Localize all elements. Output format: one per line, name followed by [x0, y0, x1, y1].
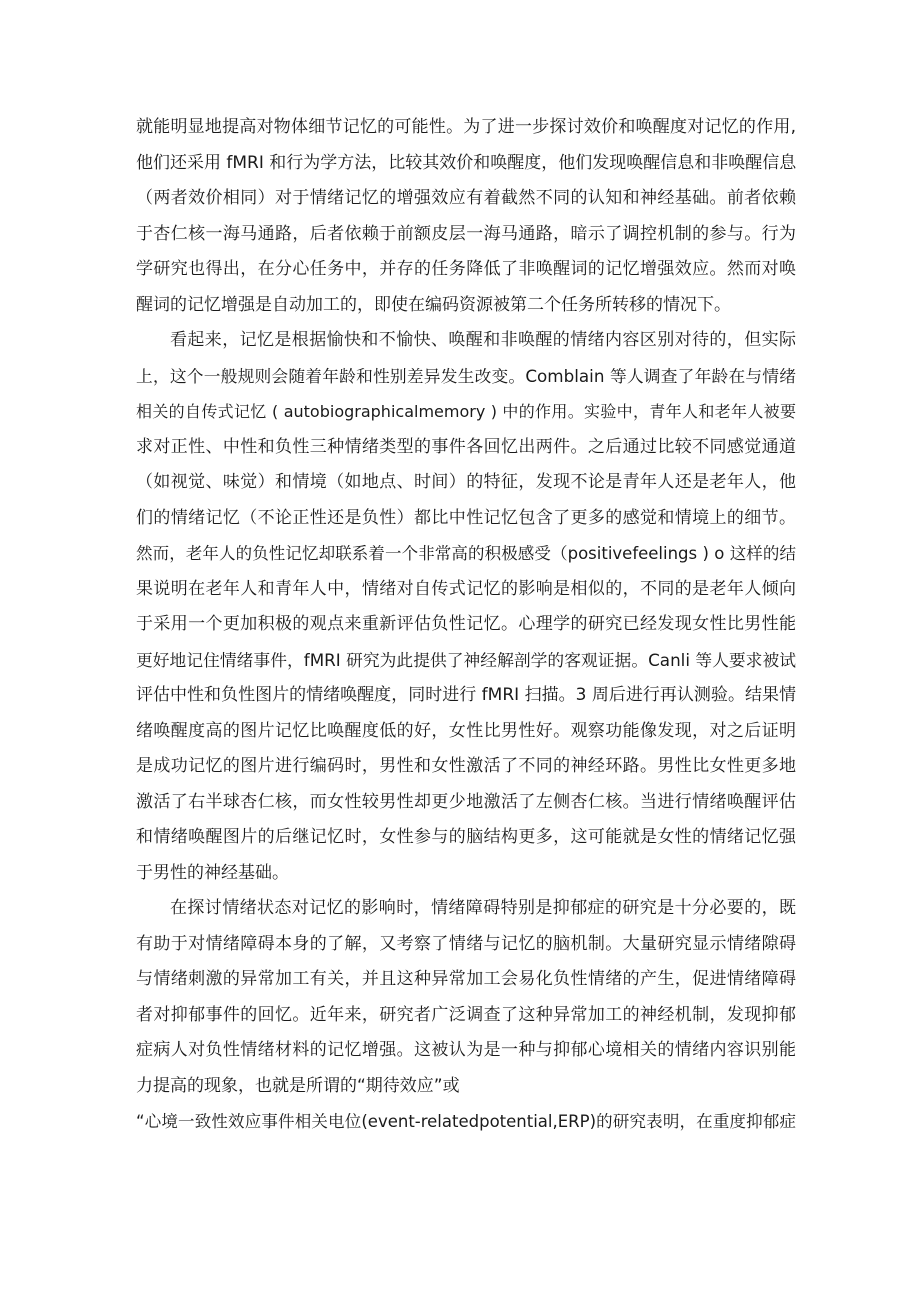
text-line: 就能明显地提高对物体细节记忆的可能性。为了进一步探讨效价和唤醒度对记忆的作用,: [136, 117, 796, 137]
text-line: 在探讨情绪状态对记忆的影响时，情绪障碍特别是抑郁症的研究是十分必要的，既: [170, 898, 796, 918]
text-line: 看起来，记忆是根据愉快和不愉快、唤醒和非唤醒的情绪内容区别对待的，但实际: [170, 330, 796, 350]
text-line: 上，这个一般规则会随着年龄和性别差异发生改变。Comblain 等人调查了年龄在与情绪: [136, 365, 796, 386]
text-line: 与情绪刺激的异常加工有关，并且这种异常加工会易化负性情绪的产生，促进情绪障碍: [136, 969, 796, 989]
text-line: “心境一致性效应事件相关电位(event-relatedpotential,ERP)的研究表明，在重度抑郁症: [136, 1112, 796, 1131]
text-line: 是成功记忆的图片进行编码时，男性和女性激活了不同的神经环路。男性比女性更多地: [136, 756, 796, 776]
text-line: 和情绪唤醒图片的后继记忆时，女性参与的脑结构更多，这可能就是女性的情绪记忆强: [136, 827, 796, 847]
text-line: （如视觉、味觉）和情境（如地点、时间）的特征，发现不论是青年人还是老年人，他: [136, 472, 796, 492]
text-line: （两者效价相同）对于情绪记忆的增强效应有着截然不同的认知和神经基础。前者依赖: [136, 188, 796, 208]
text-line: 症病人对负性情绪材料的记忆增强。这被认为是一种与抑郁心境相关的情绪内容识别能: [136, 1040, 796, 1060]
text-line: 于男性的神经基础。: [136, 862, 289, 883]
text-line: 激活了右半球杏仁核，而女性较男性却更少地激活了左侧杏仁核。当进行情绪唤醒评估: [136, 791, 796, 812]
text-line: 学研究也得出，在分心任务中，并存的任务降低了非唤醒词的记忆增强效应。然而对唤: [136, 259, 796, 279]
text-line: 于采用一个更加积极的观点来重新评估负性记忆。心理学的研究已经发现女性比男性能: [136, 614, 796, 634]
text-line: 果说明在老年人和青年人中，情绪对自传式记忆的影响是相似的，不同的是老年人倾向: [136, 578, 796, 599]
text-line: 于杏仁核一海马通路，后者依赖于前额皮层一海马通路，暗示了调控机制的参与。行为: [136, 223, 796, 244]
text-line: 求对正性、中性和负性三种情绪类型的事件各回忆出两件。之后通过比较不同感觉通道: [136, 436, 796, 457]
text-line: 们的情绪记忆（不论正性还是负性）都比中性记忆包含了更多的感觉和情境上的细节。: [136, 507, 796, 528]
body-text: [136, 110, 796, 1140]
text-line: 者对抑郁事件的回忆。近年来，研究者广泛调查了这种异常加工的神经机制，发现抑郁: [136, 1004, 796, 1025]
text-line: 有助于对情绪障碍本身的了解，又考察了情绪与记忆的脑机制。大量研究显示情绪隙碍: [136, 933, 796, 954]
text-line: 绪唤醒度高的图片记忆比唤醒度低的好，女性比男性好。观察功能像发现，对之后证明: [136, 720, 796, 741]
text-line: 评估中性和负性图片的情绪唤醒度，同时进行 fMRI 扫描。3 周后进行再认测验。结果情: [136, 685, 796, 705]
text-line: 力提高的现象，也就是所谓的“期待效应”或: [136, 1075, 460, 1096]
text-line: 更好地记住情绪事件，fMRI 研究为此提供了神经解剖学的客观证据。Canli 等人要求被试: [136, 649, 796, 670]
text-line: 然而，老年人的负性记忆却联系着一个非常高的积极感受（positivefeelings ) o 这样的结: [136, 544, 796, 563]
text-line: 醒词的记忆增强是自动加工的，即使在编码资源被第二个任务所转移的情况下。: [136, 294, 731, 315]
text-line: 他们还采用 fMRI 和行为学方法，比较其效价和唤醒度，他们发现唤醒信息和非唤醒信息: [136, 152, 797, 173]
text-line: 相关的自传式记忆 ( autobiographicalmemory ) 中的作用。实验中，青年人和老年人被要: [136, 402, 796, 421]
